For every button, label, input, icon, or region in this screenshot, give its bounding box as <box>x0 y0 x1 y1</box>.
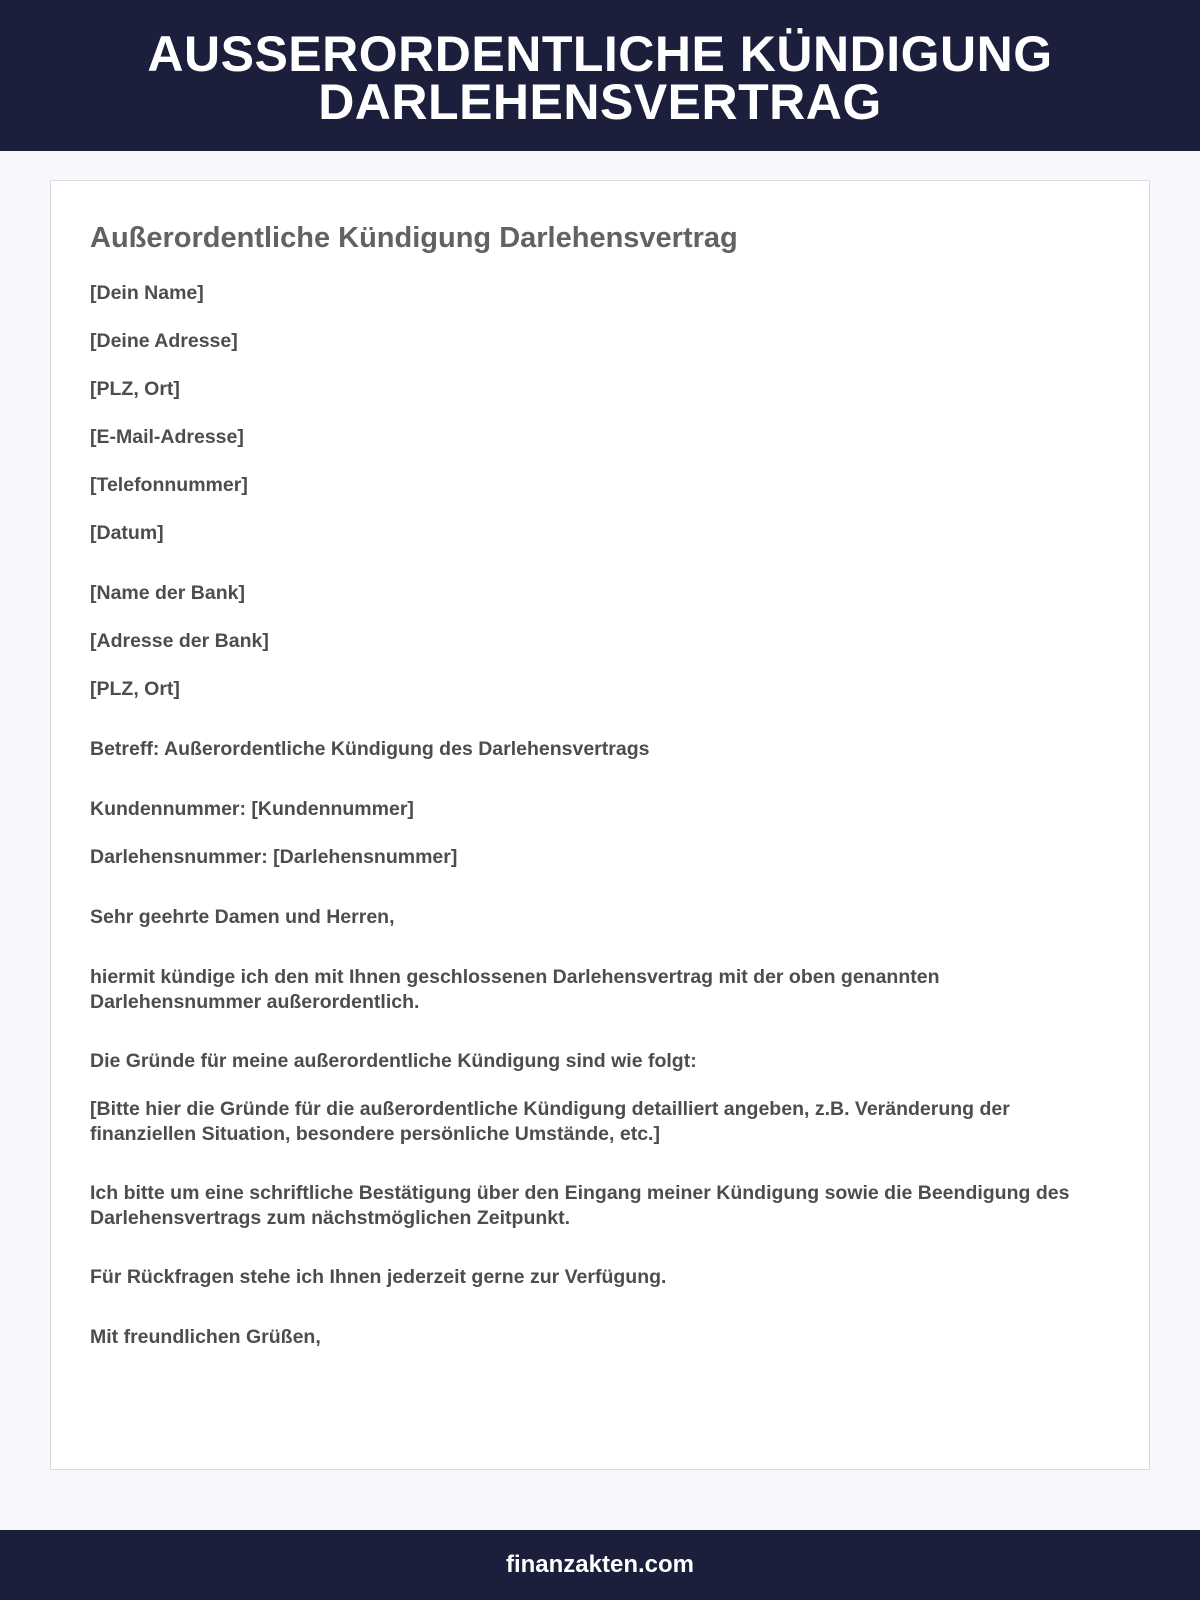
body-paragraph-1: hiermit kündige ich den mit Ihnen geschlossenen Darlehensvertrag mit der oben genannten Darlehensnummer außerordentlich. <box>90 966 940 1013</box>
body-paragraph-3: [Bitte hier die Gründe für die außerordentliche Kündigung detailliert angeben, z.B. Veränderung der finanziellen Situation, besondere persönliche Umstände, etc.] <box>90 1098 1010 1145</box>
document-title: Außerordentliche Kündigung Darlehensvertrag <box>90 222 738 254</box>
letter-date: [Datum] <box>90 522 164 544</box>
body-paragraph-2: Die Gründe für meine außerordentliche Kündigung sind wie folgt: <box>90 1050 697 1072</box>
closing-line: Mit freundlichen Grüßen, <box>90 1326 321 1348</box>
bank-name: [Name der Bank] <box>90 582 245 604</box>
page-title-line-2: DARLEHENSVERTRAG <box>318 74 882 130</box>
loan-number: Darlehensnummer: [Darlehensnummer] <box>90 846 458 868</box>
customer-number: Kundennummer: [Kundennummer] <box>90 798 414 820</box>
page-title-line-1: AUSSERORDENTLICHE KÜNDIGUNG <box>147 26 1053 82</box>
header-banner <box>0 0 1200 151</box>
subject-line: Betreff: Außerordentliche Kündigung des Darlehensvertrags <box>90 738 650 760</box>
footer-site-link[interactable]: finanzakten.com <box>505 1551 695 1578</box>
body-paragraph-4: Ich bitte um eine schriftliche Bestätigung über den Eingang meiner Kündigung sowie die Beendigung des Darlehensvertrags zum nächstmöglichen Zeitpunkt. <box>90 1182 1070 1229</box>
salutation: Sehr geehrte Damen und Herren, <box>90 906 395 928</box>
letter-card <box>50 180 1150 1470</box>
bank-city: [PLZ, Ort] <box>90 678 180 700</box>
sender-name: [Dein Name] <box>90 282 204 304</box>
sender-email: [E-Mail-Adresse] <box>90 426 244 448</box>
sender-phone: [Telefonnummer] <box>90 474 248 496</box>
sender-city: [PLZ, Ort] <box>90 378 180 400</box>
page-title <box>0 26 1200 130</box>
bank-address: [Adresse der Bank] <box>90 630 269 652</box>
body-paragraph-5: Für Rückfragen stehe ich Ihnen jederzeit gerne zur Verfügung. <box>90 1266 667 1288</box>
sender-address: [Deine Adresse] <box>90 330 238 352</box>
footer-bar <box>0 1530 1200 1600</box>
